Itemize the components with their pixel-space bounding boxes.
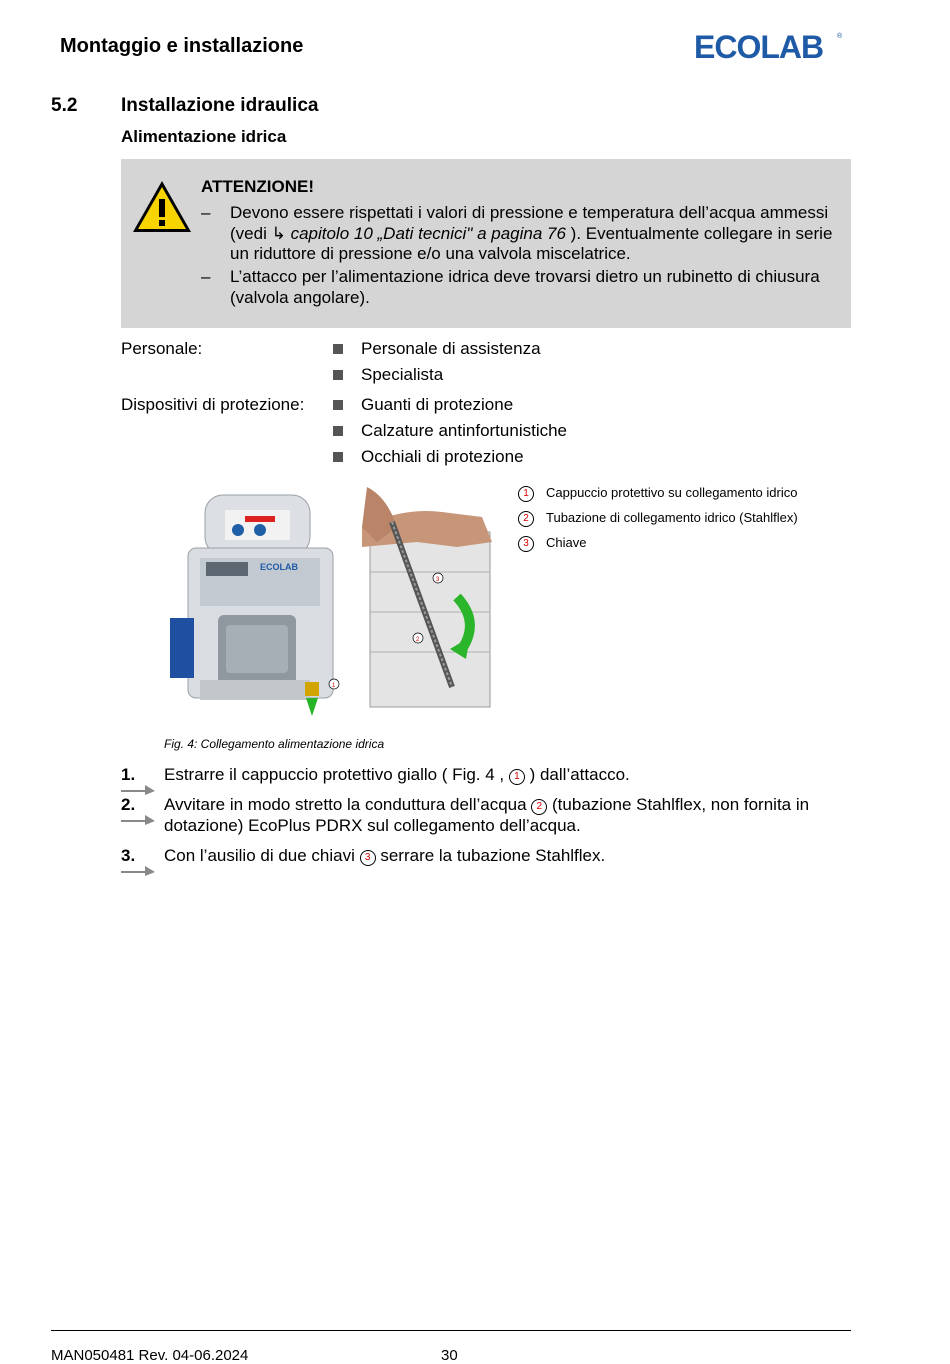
step-number: 3. [121, 846, 136, 865]
arrow-link-icon: ↳ [271, 223, 286, 243]
callout-number: 1 [509, 769, 525, 785]
protection-label: Dispositivi di protezione: [121, 395, 305, 414]
step-arrow-icon [121, 864, 155, 876]
footer-page-number: 30 [441, 1347, 458, 1364]
bullet-square-icon [333, 370, 343, 380]
callout-3: 3 [436, 577, 440, 583]
step-item: 3. Con l’ausilio di due chiavi 3 serrare la tubazione Stahlflex. [121, 846, 851, 867]
section-title: Installazione idraulica [121, 95, 319, 116]
section-subtitle: Alimentazione idrica [121, 127, 287, 146]
warning-item [201, 267, 841, 308]
warning-dash: – [201, 267, 211, 286]
protection-item: Guanti di protezione [333, 395, 513, 415]
chapter-link[interactable]: capitolo 10 „Dati tecnici" a pagina 76 [290, 223, 566, 243]
callout-number: 3 [360, 850, 376, 866]
legend-item: 1 Cappuccio protettivo su collegamento idrico [518, 485, 797, 502]
section-number: 5.2 [51, 95, 78, 116]
warning-text: Devono essere rispettati i valori di pressione e temperatura dell’acqua ammessi (vedi [230, 203, 829, 243]
legend-item: 3 Chiave [518, 535, 586, 552]
page-header-title: Montaggio e installazione [60, 35, 304, 57]
bullet-square-icon [333, 400, 343, 410]
warning-text: L’attacco per l’alimentazione idrica deve trovarsi dietro un rubinetto di chiusura (valvola angolare). [230, 267, 820, 307]
figure-caption: Fig. 4: Collegamento alimentazione idrica [164, 737, 385, 751]
step-number: 2. [121, 795, 136, 814]
personnel-label: Personale: [121, 339, 203, 358]
warning-dash: – [201, 203, 211, 222]
warning-text-post: ). Eventualmente collegare in serie un riduttore di pressione e/o una valvola miscelatrice. [230, 223, 833, 263]
device-label: ECOLAB [260, 562, 298, 572]
callout-2: 2 [416, 637, 420, 643]
footer-document-id: MAN050481 Rev. 04-06.2024 [51, 1347, 249, 1364]
step-arrow-icon [121, 813, 155, 825]
svg-text:®: ® [837, 33, 843, 40]
personnel-item: Specialista [333, 365, 443, 385]
svg-text:ECOLAB: ECOLAB [694, 29, 824, 64]
warning-heading: ATTENZIONE! [201, 177, 315, 196]
step-number: 1. [121, 765, 136, 784]
step-item: 1. Estrarre il cappuccio protettivo giallo ( Fig. 4 , 1 ) dall’attacco. [121, 765, 851, 786]
callout-number: 2 [531, 799, 547, 815]
protection-item: Occhiali di protezione [333, 447, 524, 467]
callout-number: 2 [518, 511, 534, 527]
hands-photo [362, 487, 497, 712]
ecolab-logo [694, 28, 844, 64]
legend-item: 2 Tubazione di collegamento idrico (Stahlflex) [518, 510, 798, 527]
callout-number: 3 [518, 536, 534, 552]
footer-divider [51, 1330, 851, 1331]
step-item: 2. Avvitare in modo stretto la conduttura dell’acqua 2 (tubazione Stahlflex, non fornita in dotazione) EcoPlus PDRX sul collegamento dell’acqua. [121, 795, 810, 835]
warning-triangle-icon [131, 179, 193, 235]
warning-item [201, 203, 841, 265]
callout-number: 1 [518, 486, 534, 502]
bullet-square-icon [333, 452, 343, 462]
callout-1: 1 [332, 683, 336, 689]
step-arrow-icon [121, 783, 155, 795]
personnel-item: Personale di assistenza [333, 339, 541, 359]
device-photo [160, 490, 345, 720]
protection-item: Calzature antinfortunistiche [333, 421, 567, 441]
bullet-square-icon [333, 344, 343, 354]
bullet-square-icon [333, 426, 343, 436]
